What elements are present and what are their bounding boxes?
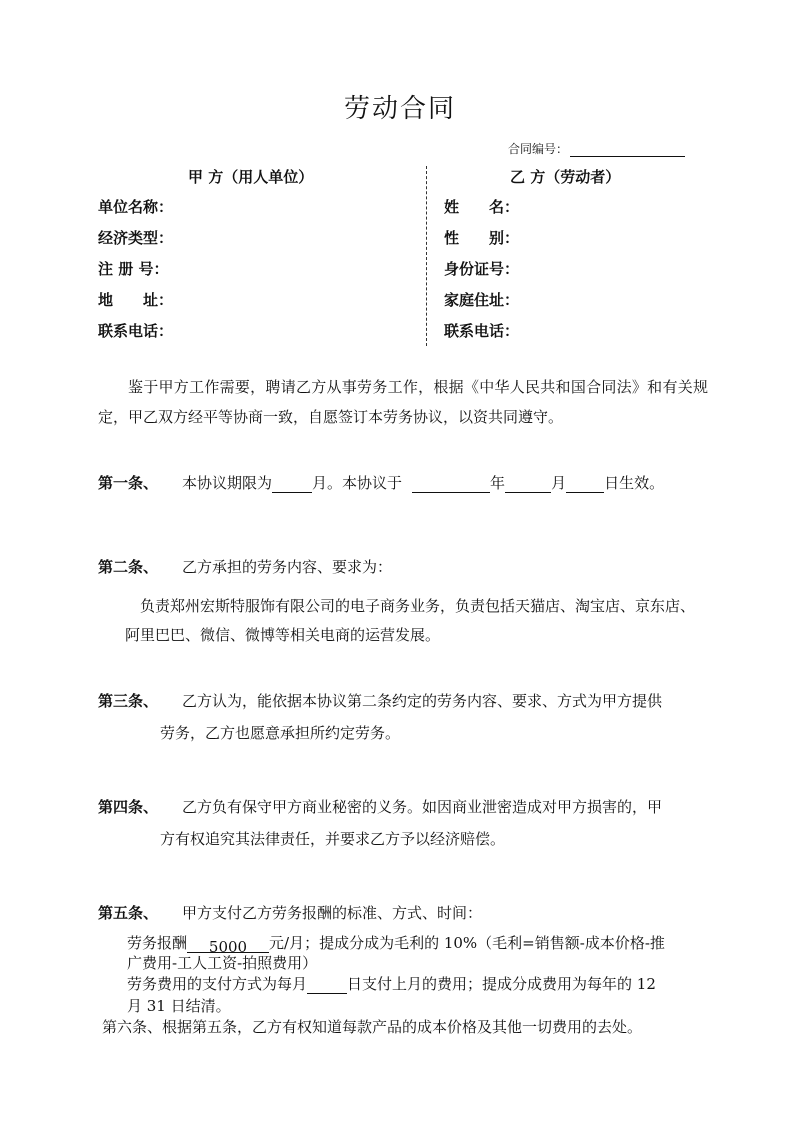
- article-5-method-line1: [127, 973, 656, 994]
- party-b-phone-label: 联系电话：: [444, 322, 520, 340]
- contract-number: [508, 140, 685, 157]
- party-a-heading: 甲 方（用人单位）: [188, 168, 314, 186]
- party-a-economic-type-label: 经济类型：: [98, 229, 174, 247]
- article-6: 第六条、根据第五条，乙方有权知道每款产品的成本价格及其他一切费用的去处。: [102, 1018, 643, 1036]
- article-5-heading: 第五条、: [98, 904, 159, 922]
- article-3: [98, 690, 662, 711]
- article-2-text: 乙方承担的劳务内容、要求为：: [182, 558, 393, 576]
- start-month-blank[interactable]: [505, 478, 551, 493]
- start-day-blank[interactable]: [566, 478, 604, 493]
- article-5-pay-line1: [127, 932, 665, 956]
- party-a-phone-label: 联系电话：: [98, 322, 174, 340]
- article-1-text-b: 月。本协议于: [312, 474, 403, 492]
- party-a-registration-label: 注 册 号：: [98, 260, 169, 278]
- method-text-a: 劳务费用的支付方式为每月: [127, 975, 308, 993]
- party-a-unit-name-label: 单位名称：: [98, 198, 174, 216]
- party-divider: [426, 166, 427, 346]
- article-4-line1: 乙方负有保守甲方商业秘密的义务。如因商业泄密造成对甲方损害的，甲: [182, 798, 663, 816]
- start-year-blank[interactable]: [412, 478, 490, 493]
- article-1: [98, 472, 664, 493]
- article-4-heading: 第四条、: [98, 798, 159, 816]
- term-months-blank[interactable]: [272, 478, 312, 493]
- page-title: 劳动合同: [343, 94, 456, 124]
- article-2-detail: 负责郑州宏斯特服饰有限公司的电子商务业务，负责包括天猫店、淘宝店、京东店、阿里巴巴、微信、微博等相关电商的运营发展。: [125, 597, 696, 644]
- article-3-line2: 劳务，乙方也愿意承担所约定劳务。: [160, 724, 401, 742]
- article-5: [98, 902, 482, 923]
- payment-day-blank[interactable]: [307, 979, 347, 994]
- pay-label: 劳务报酬: [127, 934, 188, 952]
- pay-rest-line2: 广费用-工人工资-拍照费用）: [127, 954, 318, 972]
- contract-number-label: 合同编号：: [508, 142, 569, 156]
- article-3-line1: 乙方认为，能依据本协议第二条约定的劳务内容、要求、方式为甲方提供: [182, 692, 663, 710]
- party-b-gender-label: 性 别：: [444, 229, 520, 247]
- article-2-heading: 第二条、: [98, 558, 159, 576]
- article-5-text: 甲方支付乙方劳务报酬的标准、方式、时间：: [182, 904, 483, 922]
- contract-number-blank[interactable]: [570, 143, 685, 157]
- article-1-month-label: 月: [551, 474, 567, 492]
- party-b-id-label: 身份证号：: [444, 260, 520, 278]
- method-text-b: 日支付上月的费用；提成分成费用为每年的 12: [347, 975, 656, 993]
- article-4-line2: 方有权追究其法律责任，并要求乙方予以经济赔偿。: [160, 830, 506, 848]
- method-line2: 月 31 日结清。: [127, 997, 231, 1015]
- article-2: [98, 556, 392, 577]
- pay-amount[interactable]: 5000: [187, 938, 269, 953]
- party-b-heading: 乙 方（劳动者）: [510, 168, 621, 186]
- article-1-heading: 第一条、: [98, 474, 159, 492]
- party-b-address-label: 家庭住址：: [444, 291, 520, 309]
- pay-rest-line1: 元/月；提成分成为毛利的 10%（毛利=销售额-成本价格-推: [269, 934, 665, 952]
- article-4: [98, 796, 662, 817]
- party-b-name-label: 姓 名：: [444, 198, 520, 216]
- article-1-text-a: 本协议期限为: [182, 474, 273, 492]
- preamble: 鉴于甲方工作需要，聘请乙方从事劳务工作，根据《中华人民共和国合同法》和有关规定，甲乙双方经平等协商一致，自愿签订本劳务协议，以资共同遵守。: [98, 378, 708, 426]
- article-1-year-label: 年: [490, 474, 506, 492]
- article-3-heading: 第三条、: [98, 692, 159, 710]
- article-1-text-c: 日生效。: [604, 474, 665, 492]
- party-a-address-label: 地 址：: [98, 291, 174, 309]
